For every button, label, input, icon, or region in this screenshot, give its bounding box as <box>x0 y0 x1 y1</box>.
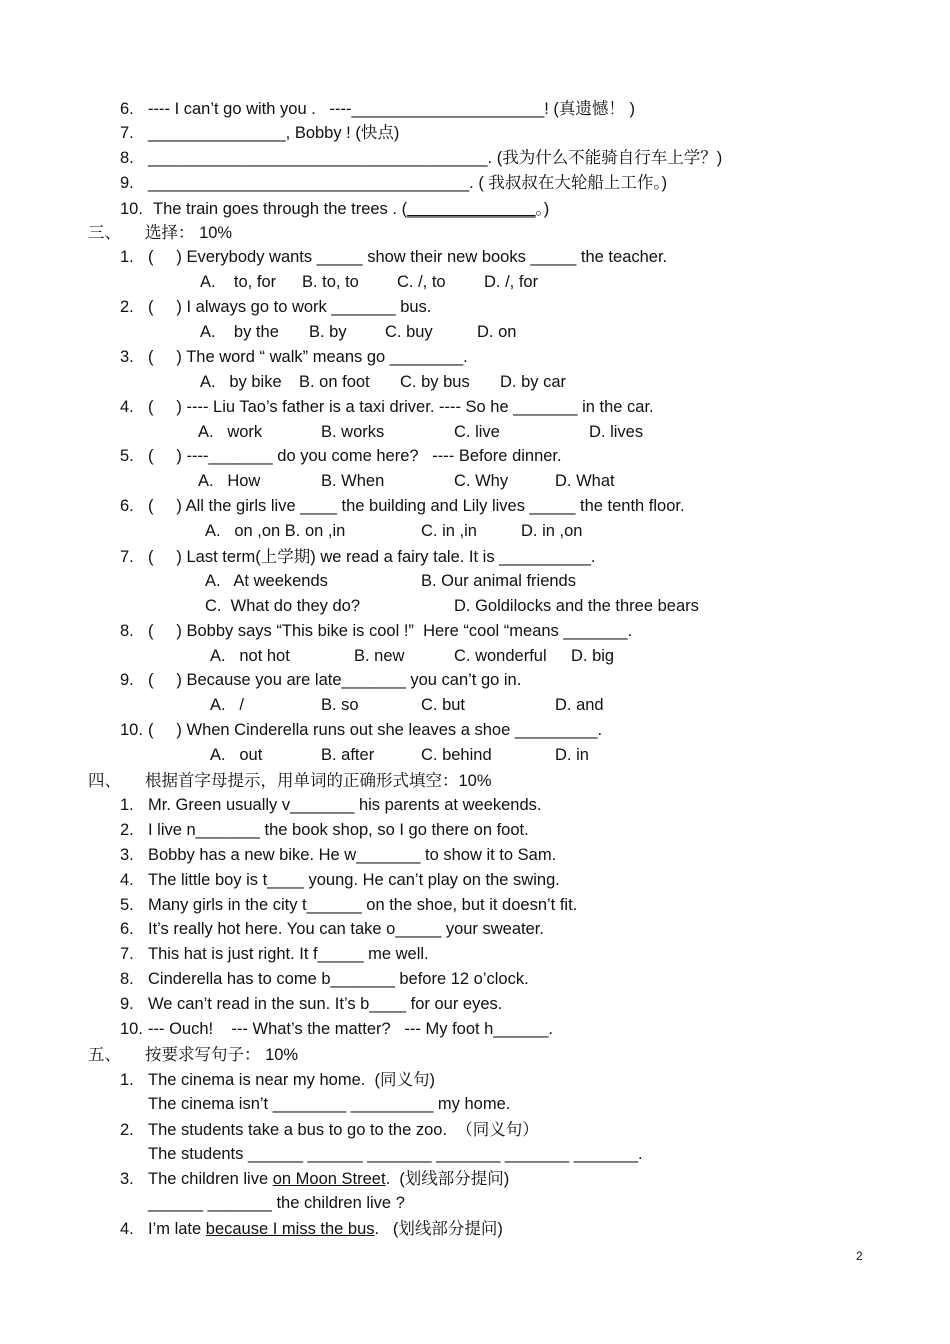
question-number: 6. <box>120 497 134 515</box>
item-number: 4. <box>120 871 134 889</box>
item-number: 1. <box>120 1071 134 1089</box>
question-number: 7. <box>120 548 134 566</box>
item-number: 7. <box>120 124 134 142</box>
option: D. in <box>555 746 589 764</box>
option: C. What do they do? <box>205 597 361 615</box>
question-number: 5. <box>120 447 134 465</box>
option: C. /, to <box>397 273 446 291</box>
option: A. by the <box>200 323 279 341</box>
option: A. by bike <box>200 373 282 391</box>
item-number: 8. <box>120 149 134 167</box>
option: D. What <box>555 472 615 490</box>
sentence-text: _______________, Bobby ! (快点) <box>148 124 400 142</box>
answer-blank: ______________ <box>407 200 536 218</box>
item-number: 6. <box>120 100 134 118</box>
option: B. works <box>321 423 385 441</box>
underlined-part: because I miss the bus <box>205 1220 375 1238</box>
item-number: 1. <box>120 796 134 814</box>
question-text: ( ) All the girls live ____ the building and Lily lives _____ the tenth floor. <box>148 497 685 515</box>
option: B. on foot <box>299 373 370 391</box>
answer-line: ______ _______ the children live ? <box>148 1194 405 1212</box>
option: A. At weekends <box>205 572 328 590</box>
sentence-text: The cinema is near my home. <box>148 1071 366 1089</box>
question-number: 10. <box>120 721 143 739</box>
section-5-title: 按要求写句子： 10% <box>145 1046 299 1064</box>
item-number: 10. <box>120 200 143 218</box>
item-number: 9. <box>120 174 134 192</box>
option: C. live <box>454 423 500 441</box>
question-text: ( ) ---- Liu Tao’s father is a taxi driver. ---- So he _______ in the car. <box>148 398 654 416</box>
answer-line: The cinema isn’t ________ _________ my home. <box>148 1095 511 1113</box>
option: B. so <box>321 696 359 714</box>
option: B. to, to <box>302 273 359 291</box>
question-text: ( ) ----_______ do you come here? ---- Before dinner. <box>148 447 562 465</box>
option: B. by <box>309 323 347 341</box>
sentence-text: The train goes through the trees . ( <box>153 200 408 218</box>
sentence-end: 。) <box>535 200 550 218</box>
question-text: ( ) The word “ walk” means go ________. <box>148 348 468 366</box>
fill-sentence: It’s really hot here. You can take o_____ your sweater. <box>148 920 544 938</box>
section-5-mark: 五、 <box>88 1046 121 1064</box>
underlined-part: on Moon Street <box>272 1170 386 1188</box>
fill-sentence: Many girls in the city t______ on the shoe, but it doesn’t fit. <box>148 896 578 914</box>
item-number: 4. <box>120 1220 134 1238</box>
question-text: ( ) When Cinderella runs out she leaves a shoe _________. <box>148 721 603 739</box>
item-number: 3. <box>120 1170 134 1188</box>
item-number: 9. <box>120 995 134 1013</box>
option: C. wonderful <box>454 647 547 665</box>
sentence-text: _____________________________________. (我为什么不能骑自行车上学？) <box>148 149 723 167</box>
question-text: ( ) I always go to work _______ bus. <box>148 298 432 316</box>
instruction: . (划线部分提问) <box>374 1220 503 1238</box>
option: C. behind <box>421 746 492 764</box>
section-3-mark: 三、 <box>88 224 121 242</box>
fill-sentence: Mr. Green usually v_______ his parents at weekends. <box>148 796 542 814</box>
fill-sentence: Bobby has a new bike. He w_______ to show it to Sam. <box>148 846 557 864</box>
sentence-text: ---- I can’t go with you . ----_____________________! (真遗憾！ ) <box>148 100 635 118</box>
rewrite-sentence <box>148 1069 435 1091</box>
option: A. on ,on B. on ,in <box>205 522 346 540</box>
rewrite-sentence <box>148 1218 503 1240</box>
question-text: ( ) Everybody wants _____ show their new books _____ the teacher. <box>148 248 668 266</box>
option: A. out <box>210 746 263 764</box>
rewrite-sentence <box>148 1168 509 1190</box>
option: A. not hot <box>210 647 290 665</box>
fill-sentence: Cinderella has to come b_______ before 12 o’clock. <box>148 970 529 988</box>
translate-sentence <box>148 122 399 144</box>
question-text: ( ) Last term(上学期) we read a fairy tale. It is __________. <box>148 548 596 566</box>
option: B. new <box>354 647 405 665</box>
instruction: (同义句) <box>365 1071 436 1089</box>
option: D. in ,on <box>521 522 583 540</box>
item-number: 2. <box>120 821 134 839</box>
option: D. big <box>571 647 615 665</box>
rewrite-sentence <box>148 1119 539 1141</box>
fill-sentence: This hat is just right. It f_____ me well. <box>148 945 429 963</box>
question-text: ( ) Bobby says “This bike is cool !” Here “cool “means _______. <box>148 622 633 640</box>
question-number: 9. <box>120 671 134 689</box>
option: C. buy <box>385 323 433 341</box>
option: A. / <box>210 696 244 714</box>
question-number: 8. <box>120 622 134 640</box>
section-4-mark: 四、 <box>88 772 121 790</box>
option: C. but <box>421 696 466 714</box>
option: D. lives <box>589 423 644 441</box>
translate-sentence <box>148 172 667 194</box>
item-number: 8. <box>120 970 134 988</box>
option: A. to, for <box>200 273 277 291</box>
question-number: 4. <box>120 398 134 416</box>
option: C. in ,in <box>421 522 477 540</box>
translate-sentence <box>148 147 722 169</box>
item-number: 3. <box>120 846 134 864</box>
option: A. work <box>198 423 263 441</box>
option: D. /, for <box>484 273 539 291</box>
sentence-text: I’m late <box>148 1220 206 1238</box>
option: B. after <box>321 746 375 764</box>
sentence-text: The children live <box>148 1170 273 1188</box>
item-number: 10. <box>120 1020 143 1038</box>
answer-line: The students ______ ______ _______ _______ _______ _______. <box>148 1145 643 1163</box>
fill-sentence: We can’t read in the sun. It’s b____ for our eyes. <box>148 995 503 1013</box>
item-number: 5. <box>120 896 134 914</box>
page-number: 2 <box>856 1249 863 1263</box>
option: B. When <box>321 472 385 490</box>
option: C. Why <box>454 472 509 490</box>
fill-sentence: I live n_______ the book shop, so I go there on foot. <box>148 821 529 839</box>
option: C. by bus <box>400 373 470 391</box>
question-number: 1. <box>120 248 134 266</box>
sentence-text: The students take a bus to go to the zoo. （同义句） <box>148 1121 539 1139</box>
section-4-title: 根据首字母提示，用单词的正确形式填空：10% <box>145 772 492 790</box>
option: A. How <box>198 472 261 490</box>
question-number: 2. <box>120 298 134 316</box>
item-number: 6. <box>120 920 134 938</box>
question-text: ( ) Because you are late_______ you can’t go in. <box>148 671 522 689</box>
option: D. and <box>555 696 604 714</box>
option: B. Our animal friends <box>421 572 576 590</box>
fill-sentence: The little boy is t____ young. He can’t play on the swing. <box>148 871 560 889</box>
item-number: 7. <box>120 945 134 963</box>
option: D. Goldilocks and the three bears <box>454 597 699 615</box>
fill-sentence: --- Ouch! --- What’s the matter? --- My foot h______. <box>148 1020 553 1038</box>
question-number: 3. <box>120 348 134 366</box>
option: D. on <box>477 323 517 341</box>
translate-sentence <box>153 198 549 220</box>
instruction: . (划线部分提问) <box>385 1170 510 1188</box>
translate-sentence <box>148 98 635 120</box>
option: D. by car <box>500 373 567 391</box>
item-number: 2. <box>120 1121 134 1139</box>
sentence-text: ___________________________________. ( 我叔叔在大轮船上工作。) <box>148 174 668 192</box>
section-3-title: 选择： 10% <box>145 224 233 242</box>
